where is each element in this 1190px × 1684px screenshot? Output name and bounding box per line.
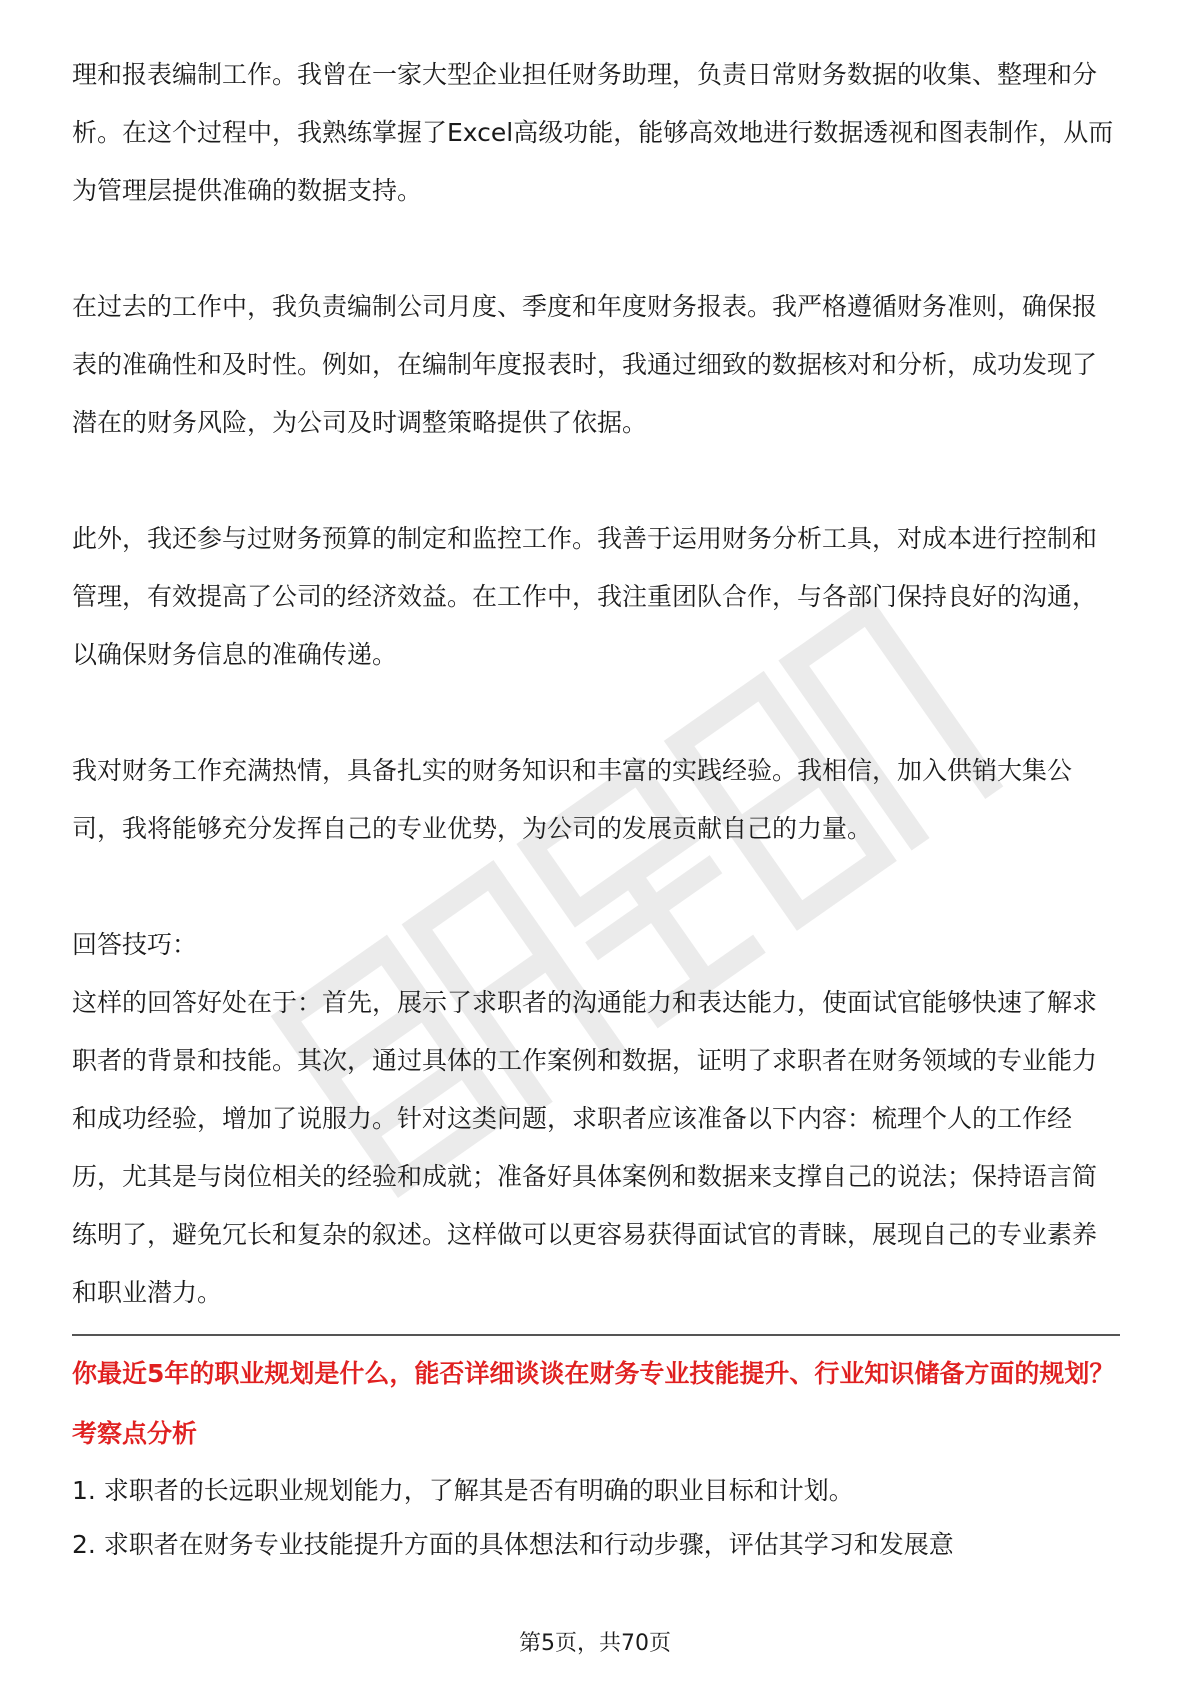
page-number: 第5页，共70页 bbox=[519, 1631, 671, 1656]
answer-tips-label: 回答技巧： bbox=[72, 930, 198, 959]
analysis-title: 考察点分析 bbox=[72, 1419, 198, 1448]
analysis-item: 1. 求职者的长远职业规划能力，了解其是否有明确的职业目标和计划。 bbox=[72, 1476, 854, 1505]
answer-tips-body: 这样的回答好处在于：首先，展示了求职者的沟通能力和表达能力，使面试官能够快速了解求职者的背景和技能。其次，通过具体的工作案例和数据，证明了求职者在财务领域的专业能力和成功经验，增加了说服力。针对这类问题，求职者应该准备以下内容：梳理个人的工作经历，尤其是与岗位相关的经验和成就；准备好具体案例和数据来支撑自己的说法；保持语言简练明了，避免冗长和复杂的叙述。这样做可以更容易获得面试官的青睐，展现自己的专业素养和职业潜力。 bbox=[72, 988, 1098, 1307]
paragraph-motivation: 我对财务工作充满热情，具备扎实的财务知识和丰富的实践经验。我相信，加入供销大集公司，我将能够充分发挥自己的专业优势，为公司的发展贡献自己的力量。 bbox=[72, 756, 1073, 843]
paragraph-experience-intro: 理和报表编制工作。我曾在一家大型企业担任财务助理，负责日常财务数据的收集、整理和分析。在这个过程中，我熟练掌握了Excel高级功能，能够高效地进行数据透视和图表制作，从而为管理层提供准确的数据支持。 bbox=[72, 60, 1114, 205]
paragraph-financial-reports: 在过去的工作中，我负责编制公司月度、季度和年度财务报表。我严格遵循财务准则，确保报表的准确性和及时性。例如，在编制年度报表时，我通过细致的数据核对和分析，成功发现了潜在的财务风险，为公司及时调整策略提供了依据。 bbox=[72, 292, 1098, 437]
paragraph-budget-control: 此外，我还参与过财务预算的制定和监控工作。我善于运用财务分析工具，对成本进行控制和管理，有效提高了公司的经济效益。在工作中，我注重团队合作，与各部门保持良好的沟通，以确保财务信息的准确传递。 bbox=[72, 524, 1098, 669]
section-divider bbox=[72, 1334, 1120, 1336]
analysis-item: 2. 求职者在财务专业技能提升方面的具体想法和行动步骤，评估其学习和发展意 bbox=[72, 1530, 954, 1559]
interview-question: 你最近5年的职业规划是什么，能否详细谈谈在财务专业技能提升、行业知识储备方面的规划？ bbox=[72, 1359, 1115, 1388]
document-content bbox=[72, 46, 1120, 1572]
